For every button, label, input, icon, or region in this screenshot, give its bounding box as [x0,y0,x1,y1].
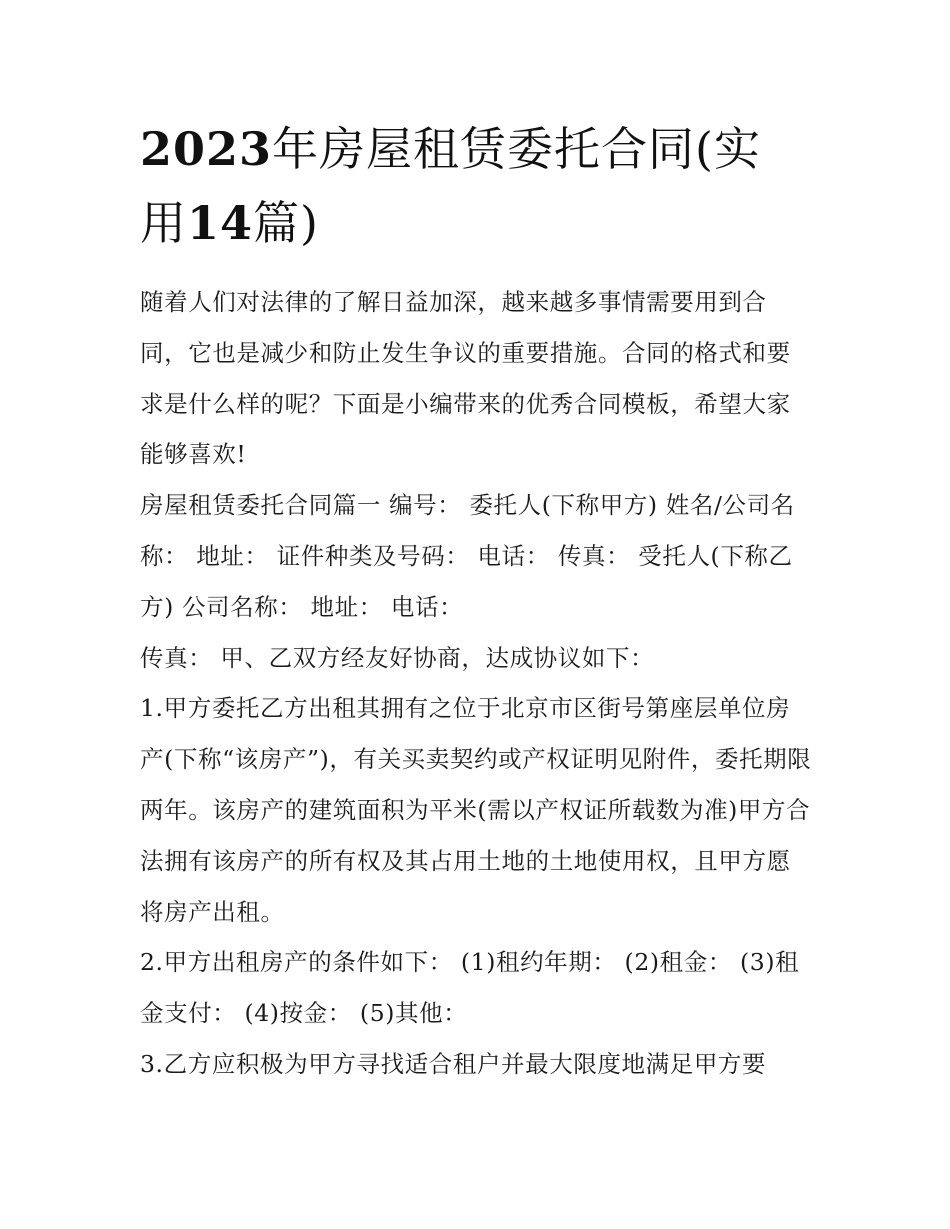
title-main: 年房屋租赁委托合同(实用 [140,122,761,250]
intro-paragraph: 随着人们对法律的了解日益加深，越来越多事情需要用到合同，它也是减少和防止发生争议的重要措施。合同的格式和要求是什么样的呢？下面是小编带来的优秀合同模板，希望大家能够喜欢! [140,288,791,469]
clause-1-paragraph: 1.甲方委托乙方出租其拥有之位于北京市区街号第座层单位房产(下称“该房产”)，有关买卖契约或产权证明见附件，委托期限两年。该房产的建筑面积为平米(需以产权证所载数为准)甲方合法拥有该房产的所有权及其占用土地的土地使用权，且甲方愿将房产出租。 [140,694,812,926]
clause-3-paragraph: 3.乙方应积极为甲方寻找适合租户并最大限度地满足甲方要 [140,1049,767,1078]
document-body [140,277,812,1090]
document-title [140,112,800,260]
contract-header-paragraph: 房屋租赁委托合同篇一 编号： 委托人(下称甲方) 姓名/公司名称： 地址： 证件种类及号码： 电话： 传真： 受托人(下称乙方) 公司名称： 地址： 电话： [140,491,795,621]
title-tail: 篇) [253,196,319,250]
title-count: 14 [187,196,254,250]
clause-2-paragraph: 2.甲方出租房产的条件如下： (1)租约年期： (2)租金： (3)租金支付： (4)按金： (5)其他： [140,948,800,1028]
title-year: 2023 [140,122,273,176]
agreement-paragraph: 传真： 甲、乙双方经友好协商，达成协议如下： [140,643,655,672]
